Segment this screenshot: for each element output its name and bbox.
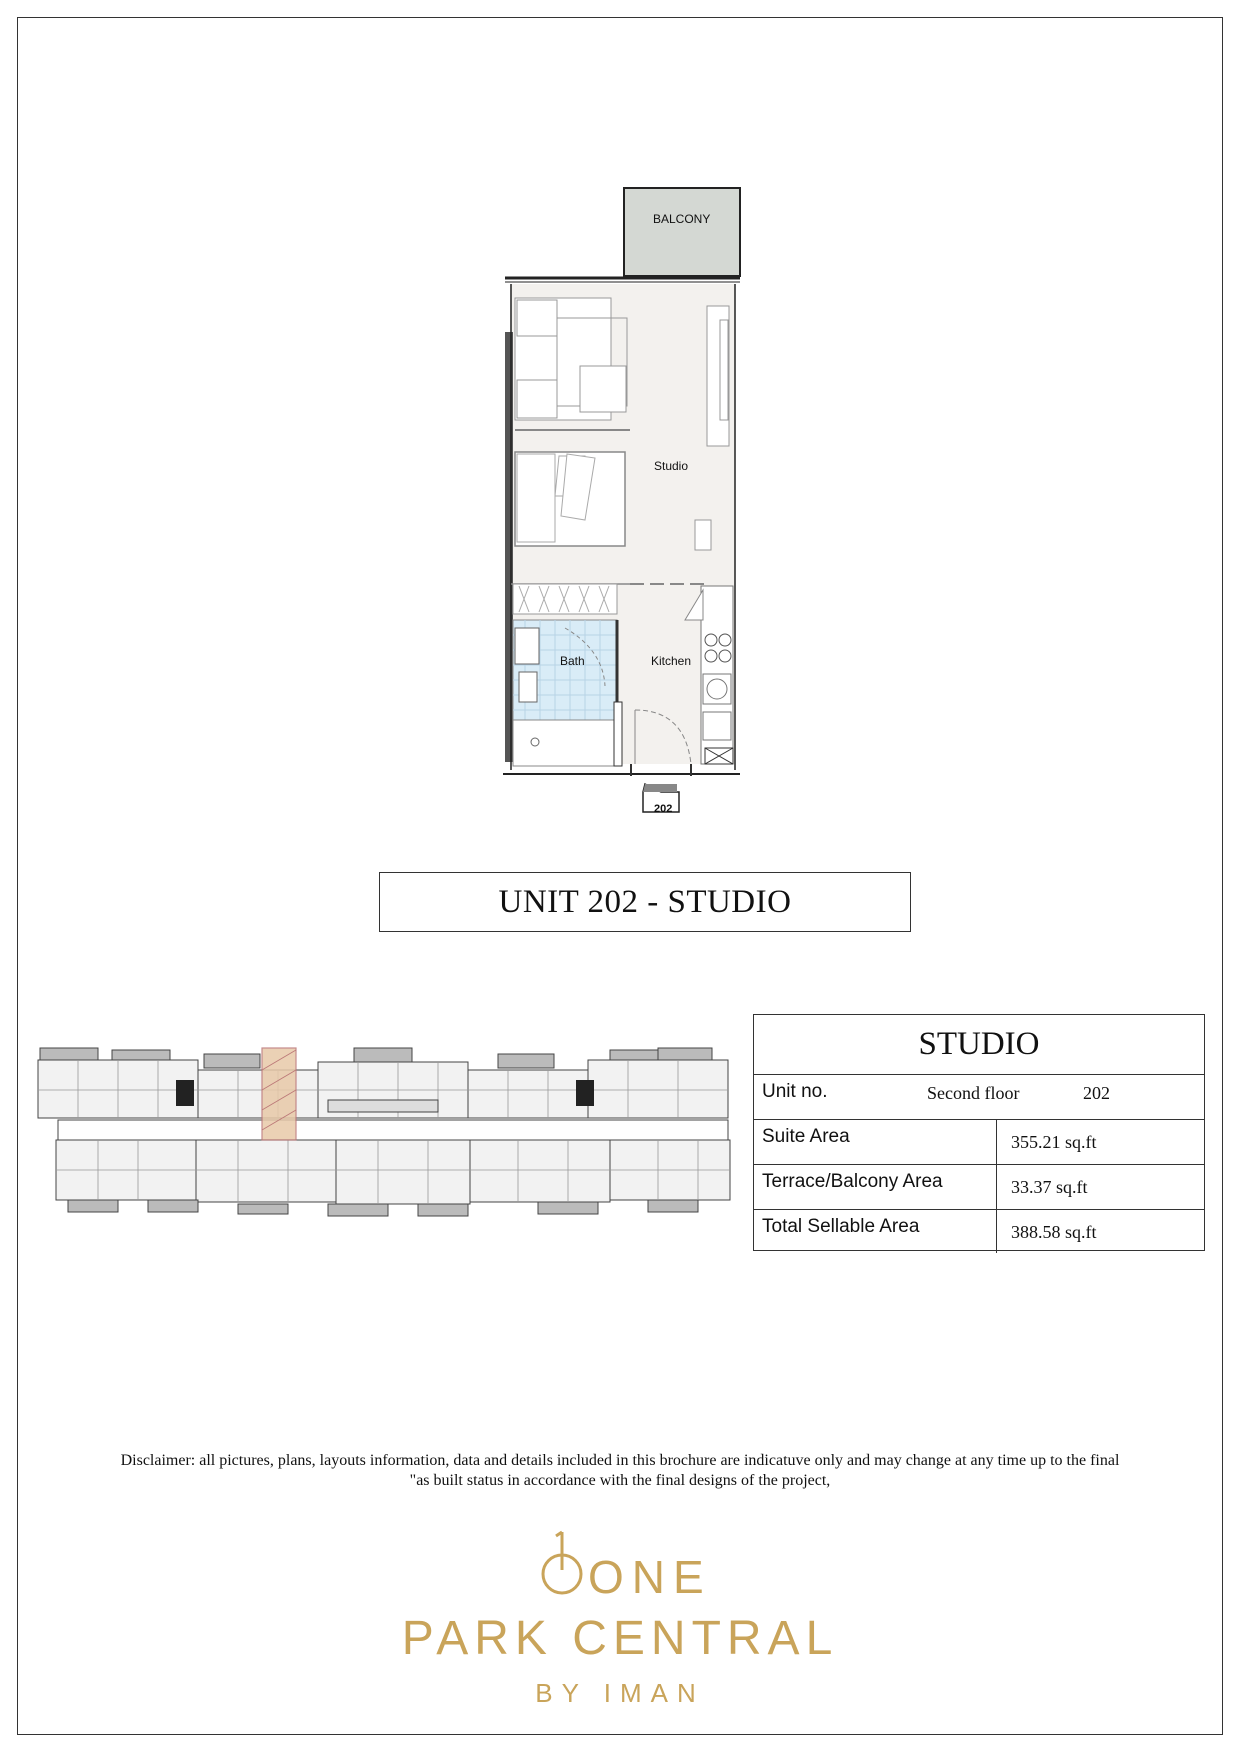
key-floor-plan [28, 1040, 738, 1225]
unit-tag-label: 202 [654, 803, 673, 815]
logo-mark [370, 1530, 870, 1710]
unit-title: UNIT 202 - STUDIO [498, 883, 792, 920]
unit-floor-plan [495, 180, 750, 830]
logo-line-3: BY IMAN [535, 1678, 705, 1708]
unit-title-box [379, 872, 911, 932]
unit-no-label: Unit no. [762, 1081, 828, 1102]
suite-area-label: Suite Area [754, 1120, 997, 1164]
disclaimer [60, 1451, 1180, 1491]
balcony-area-value: 33.37 sq.ft [1011, 1177, 1088, 1197]
unit-info-table [753, 1014, 1205, 1251]
unit-number-row [754, 1075, 1204, 1120]
floor-value: Second floor [927, 1083, 1020, 1103]
total-area-label: Total Sellable Area [754, 1210, 997, 1253]
kitchen-label: Kitchen [651, 654, 692, 668]
table-row [754, 1210, 1204, 1253]
logo-line-1: ONE [588, 1551, 712, 1603]
table-heading: STUDIO [754, 1015, 1204, 1075]
balcony-label: BALCONY [653, 212, 711, 226]
key-plan-drawing [28, 1040, 738, 1225]
disclaimer-line-1: Disclaimer: all pictures, plans, layouts information, data and details included in this brochure are indicatuve only and may change at any time up to the final [120, 1452, 1120, 1469]
table-row [754, 1165, 1204, 1210]
suite-area-value: 355.21 sq.ft [1011, 1132, 1097, 1152]
logo-line-2: PARK CENTRAL [401, 1612, 839, 1665]
table-row [754, 1120, 1204, 1165]
disclaimer-line-2: "as built status in accordance with the final designs of the project, [409, 1472, 831, 1489]
total-area-value: 388.58 sq.ft [1011, 1222, 1097, 1242]
floor-plan-drawing [495, 180, 750, 830]
balcony-area-label: Terrace/Balcony Area [754, 1165, 997, 1209]
studio-label: Studio [654, 459, 689, 473]
unit-number-value: 202 [1083, 1083, 1110, 1103]
bath-label: Bath [560, 654, 585, 668]
brand-logo [370, 1530, 870, 1710]
